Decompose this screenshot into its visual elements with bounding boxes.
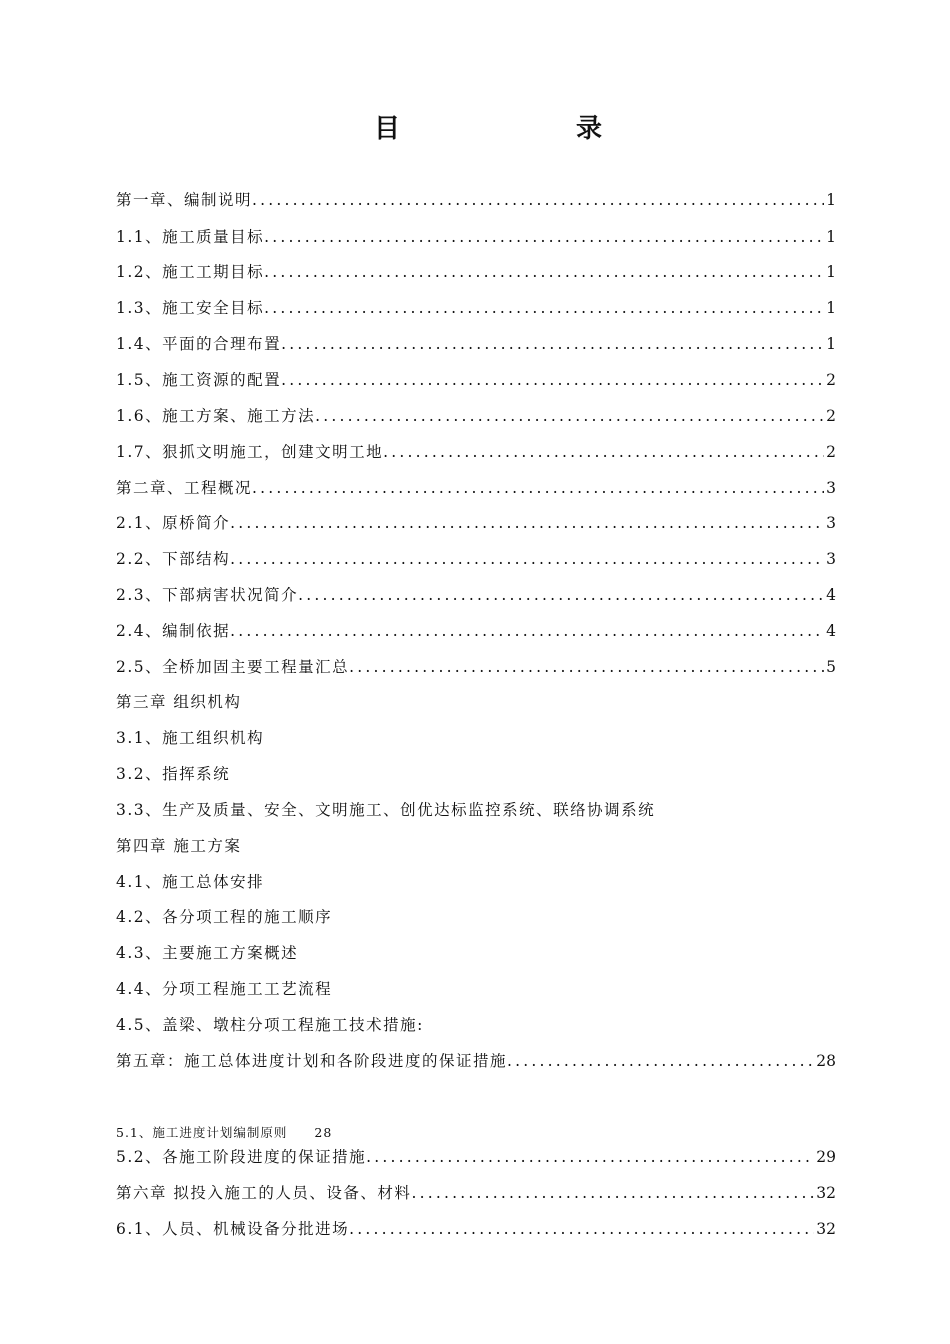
toc-entry-label: 4.3、主要施工方案概述 [116, 944, 299, 962]
toc-entry-page: 32 [816, 1220, 836, 1238]
leader-dots [230, 550, 824, 568]
toc-entry-label: 1.2、施工工期目标 [116, 263, 265, 281]
leader-dots [366, 1148, 814, 1166]
toc-entry[interactable] [116, 905, 836, 931]
toc-entry[interactable] [116, 188, 836, 214]
toc-entry-page: 1 [826, 299, 836, 317]
toc-entry[interactable] [116, 404, 836, 430]
toc-entry-page: 29 [816, 1148, 836, 1166]
toc-entry-label: 第四章 施工方案 [116, 837, 242, 855]
toc-entry-label: 4.4、分项工程施工工艺流程 [116, 980, 333, 998]
toc-entry[interactable] [116, 798, 836, 824]
toc-entry-label: 1.4、平面的合理布置 [116, 335, 282, 353]
toc-entry-page: 2 [826, 407, 836, 425]
toc-entry-label: 2.2、下部结构 [116, 550, 231, 568]
leader-dots [349, 658, 824, 676]
leader-dots [230, 514, 824, 532]
toc-entry[interactable] [116, 1049, 836, 1075]
toc-entry-label: 3.2、指挥系统 [116, 765, 231, 783]
toc-entry[interactable] [116, 834, 836, 860]
toc-entry-label: 1.3、施工安全目标 [116, 299, 265, 317]
toc-entry-page: 3 [826, 550, 836, 568]
toc-entry[interactable] [116, 547, 836, 573]
toc-entry[interactable] [116, 655, 836, 681]
toc-entry[interactable] [116, 583, 836, 609]
toc-entry-page: 4 [826, 586, 836, 604]
toc-entry[interactable] [116, 476, 836, 502]
toc-entry-page: 1 [826, 335, 836, 353]
toc-entry[interactable] [116, 726, 836, 752]
toc-entry-label: 3.1、施工组织机构 [116, 729, 265, 747]
toc-entry-label: 1.6、施工方案、施工方法 [116, 407, 316, 425]
toc-entry[interactable] [116, 941, 836, 967]
toc-entry[interactable] [116, 332, 836, 358]
toc-entry-page: 28 [816, 1052, 836, 1070]
toc-entry-page: 2 [826, 371, 836, 389]
toc-entry[interactable] [116, 977, 836, 1003]
toc-entry-page: 1 [826, 191, 836, 209]
leader-dots [349, 1220, 814, 1238]
toc-entry[interactable] [116, 225, 836, 251]
leader-dots [507, 1052, 814, 1070]
toc-entry-page: 1 [826, 263, 836, 281]
toc-entry[interactable] [116, 870, 836, 896]
toc-entry-label: 第二章、工程概况 [116, 479, 253, 497]
toc-entry-label: 6.1、人员、机械设备分批进场 [116, 1220, 350, 1238]
leader-dots [281, 371, 824, 389]
toc-entry-label: 5.1、施工进度计划编制原则 [116, 1125, 288, 1140]
toc-entry-page: 32 [816, 1184, 836, 1202]
toc-entry-label: 2.1、原桥简介 [116, 514, 231, 532]
toc-entry[interactable] [116, 296, 836, 322]
toc-entry-page: 5 [826, 658, 836, 676]
toc-entry-label: 1.1、施工质量目标 [116, 228, 265, 246]
leader-dots [252, 191, 824, 209]
toc-entry-page: 4 [826, 622, 836, 640]
toc-entry[interactable] [116, 440, 836, 466]
leader-dots [252, 479, 824, 497]
toc-entry-label: 3.3、生产及质量、安全、文明施工、创优达标监控系统、联络协调系统 [116, 801, 656, 819]
toc-entry-label: 第三章 组织机构 [116, 693, 242, 711]
toc-entry-page: 1 [826, 228, 836, 246]
toc-entry-label: 4.2、各分项工程的施工顺序 [116, 908, 333, 926]
toc-entry-page: 2 [826, 443, 836, 461]
toc-entry-label: 2.3、下部病害状况简介 [116, 586, 299, 604]
toc-entry[interactable] [116, 260, 836, 286]
toc-entry-label: 1.5、施工资源的配置 [116, 371, 282, 389]
toc-entry-label: 2.5、全桥加固主要工程量汇总 [116, 658, 350, 676]
toc-entry-label: 第五章：施工总体进度计划和各阶段进度的保证措施 [116, 1052, 508, 1070]
leader-dots [264, 299, 824, 317]
toc-entry-page: 28 [314, 1125, 333, 1140]
toc-entry-label: 2.4、编制依据 [116, 622, 231, 640]
toc-entry[interactable] [116, 511, 836, 537]
toc-entry-label: 第一章、编制说明 [116, 191, 253, 209]
toc-entry-page: 3 [826, 514, 836, 532]
title-char-2: 录 [576, 114, 603, 144]
toc-entry[interactable] [116, 690, 836, 716]
toc-entry-page: 3 [826, 479, 836, 497]
toc-entry-label: 4.1、施工总体安排 [116, 873, 265, 891]
leader-dots [411, 1184, 814, 1202]
toc-entry[interactable] [116, 368, 836, 394]
toc-entry[interactable] [116, 1181, 836, 1207]
toc-entry-label: 4.5、盖梁、墩柱分项工程施工技术措施: [116, 1016, 424, 1034]
title-char-1: 目 [374, 114, 401, 144]
leader-dots [315, 407, 824, 425]
leader-dots [298, 586, 824, 604]
toc-entry-small[interactable] [116, 1123, 836, 1143]
toc-title [0, 108, 950, 148]
leader-dots [264, 228, 824, 246]
toc-entry[interactable] [116, 1145, 836, 1171]
toc-entry-label: 5.2、各施工阶段进度的保证措施 [116, 1148, 367, 1166]
leader-dots [230, 622, 824, 640]
toc-entry-label: 1.7、狠抓文明施工，创建文明工地 [116, 443, 384, 461]
leader-dots [264, 263, 824, 281]
leader-dots [383, 443, 824, 461]
toc-entry[interactable] [116, 619, 836, 645]
toc-entry[interactable] [116, 762, 836, 788]
toc-entry-label: 第六章 拟投入施工的人员、设备、材料 [116, 1184, 412, 1202]
toc-entry[interactable] [116, 1217, 836, 1243]
toc-entry[interactable] [116, 1013, 836, 1039]
leader-dots [281, 335, 824, 353]
